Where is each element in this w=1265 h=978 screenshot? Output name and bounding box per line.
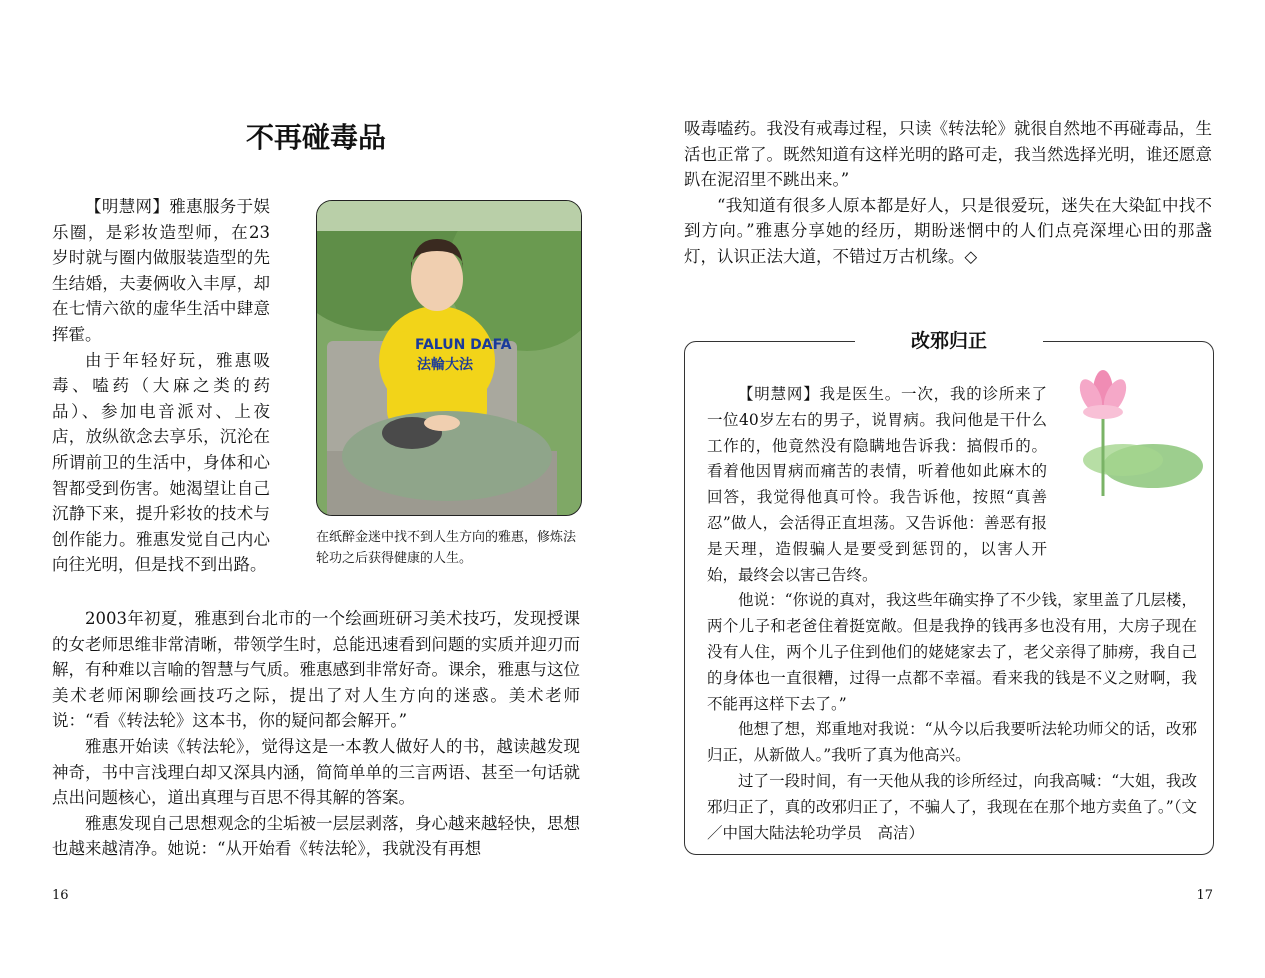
- meditation-photo-illustration: [317, 201, 581, 515]
- shirt-text-top: FALUN DAFA: [415, 337, 512, 353]
- box-content: [707, 382, 1197, 846]
- box-paragraph-3: 他想了想，郑重地对我说：“从今以后我要听法轮功师父的话，改邪归正，从新做人。”我听了真为他高兴。: [707, 720, 1197, 765]
- box-title: 改邪归正: [855, 330, 1043, 352]
- intro-paragraph-2: 由于年轻好玩，雅惠吸毒、嗑药（大麻之类的药品）、参加电音派对、上夜店，放纵欲念去享乐，沉沦在所谓前卫的生活中，身体和心智都受到伤害。她渴望让自己沉静下来，提升彩妆的技术与创作能力。雅惠发觉自己内心向往光明，但是找不到出路。: [52, 350, 270, 575]
- meditation-photo: [316, 200, 582, 516]
- left-page: [0, 0, 632, 978]
- intro-column: [52, 194, 270, 578]
- article-body: [52, 606, 580, 862]
- box-paragraph-2: 他说：“你说的真对，我这些年确实挣了不少钱，家里盖了几层楼，两个儿子和老爸住着挺宽敞。但是我挣的钱再多也没有用，大房子现在没有人住，两个儿子住到他们的姥姥家去了，老父亲得了肺痨，我自己的身体也一直很糟，过得一点都不幸福。看来我的钱是不义之财啊，我不能再这样下去了。”: [707, 591, 1197, 713]
- shirt-text-bottom: 法輪大法: [417, 357, 473, 373]
- body-paragraph-3: 雅惠发现自己思想观念的尘垢被一层层剥落，身心越来越轻快，思想也越来越清净。她说：“从开始看《转法轮》，我就没有再想: [52, 813, 580, 859]
- body-paragraph-1: 2003年初夏，雅惠到台北市的一个绘画班研习美术技巧，发现授课的女老师思维非常清晰，带领学生时，总能迅速看到问题的实质并迎刃而解，有种难以言喻的智慧与气质。雅惠感到非常好奇。课余，雅惠与这位美术老师闲聊绘画技巧之际，提出了对人生方向的迷惑。美术老师说：“看《转法轮》这本书，你的疑问都会解开。”: [52, 609, 580, 731]
- article-continuation: [684, 116, 1212, 270]
- body-paragraph-2: 雅惠开始读《转法轮》，觉得这是一本教人做好人的书，越读越发现神奇，书中言浅理白却又深具内涵，简简单单的三言两语、甚至一句话就点出问题核心，道出真理与百思不得其解的答案。: [52, 736, 580, 808]
- right-page: [632, 0, 1265, 978]
- box-paragraph-1: 【明慧网】我是医生。一次，我的诊所来了一位40岁左右的男子，说胃病。我问他是干什么工作的，他竟然没有隐瞒地告诉我：搞假币的。看着他因胃病而痛苦的表情，听着他如此麻木的回答，我觉得他真可怜。我告诉他，按照“真善忍”做人，会活得正直坦荡。又告诉他：善恶有报是天理，造假骗人是要受到惩罚的，以害人开始，最终会以害己告终。: [707, 385, 1047, 584]
- intro-paragraph-1: 【明慧网】雅惠服务于娱乐圈，是彩妆造型师，在23岁时就与圈内做服装造型的先生结婚，夫妻俩收入丰厚，却在七情六欲的虚华生活中肆意挥霍。: [52, 197, 270, 344]
- sidebar-story-box: [684, 330, 1214, 855]
- continued-paragraph-2: “我知道有很多人原本都是好人，只是很爱玩，迷失在大染缸中找不到方向。”雅惠分享她的经历，期盼迷惘中的人们点亮深埋心田的那盏灯，认识正法大道，不错过万古机缘。◇: [684, 195, 1212, 266]
- page-number-right: 17: [1196, 888, 1213, 903]
- continued-paragraph-1: 吸毒嗑药。我没有戒毒过程，只读《转法轮》就很自然地不再碰毒品，生活也正常了。既然知道有这样光明的路可走，我当然选择光明，谁还愿意趴在泥沼里不跳出来。”: [684, 119, 1212, 190]
- photo-caption: 在纸醉金迷中找不到人生方向的雅惠，修炼法轮功之后获得健康的人生。: [316, 530, 577, 566]
- page-number-left: 16: [52, 888, 69, 903]
- article-title: 不再碰毒品: [245, 121, 386, 154]
- box-paragraph-4: 过了一段时间，有一天他从我的诊所经过，向我高喊：“大姐，我改邪归正了，真的改邪归正了，不骗人了，我现在在那个地方卖鱼了。”（文／中国大陆法轮功学员 高洁）: [707, 771, 1197, 842]
